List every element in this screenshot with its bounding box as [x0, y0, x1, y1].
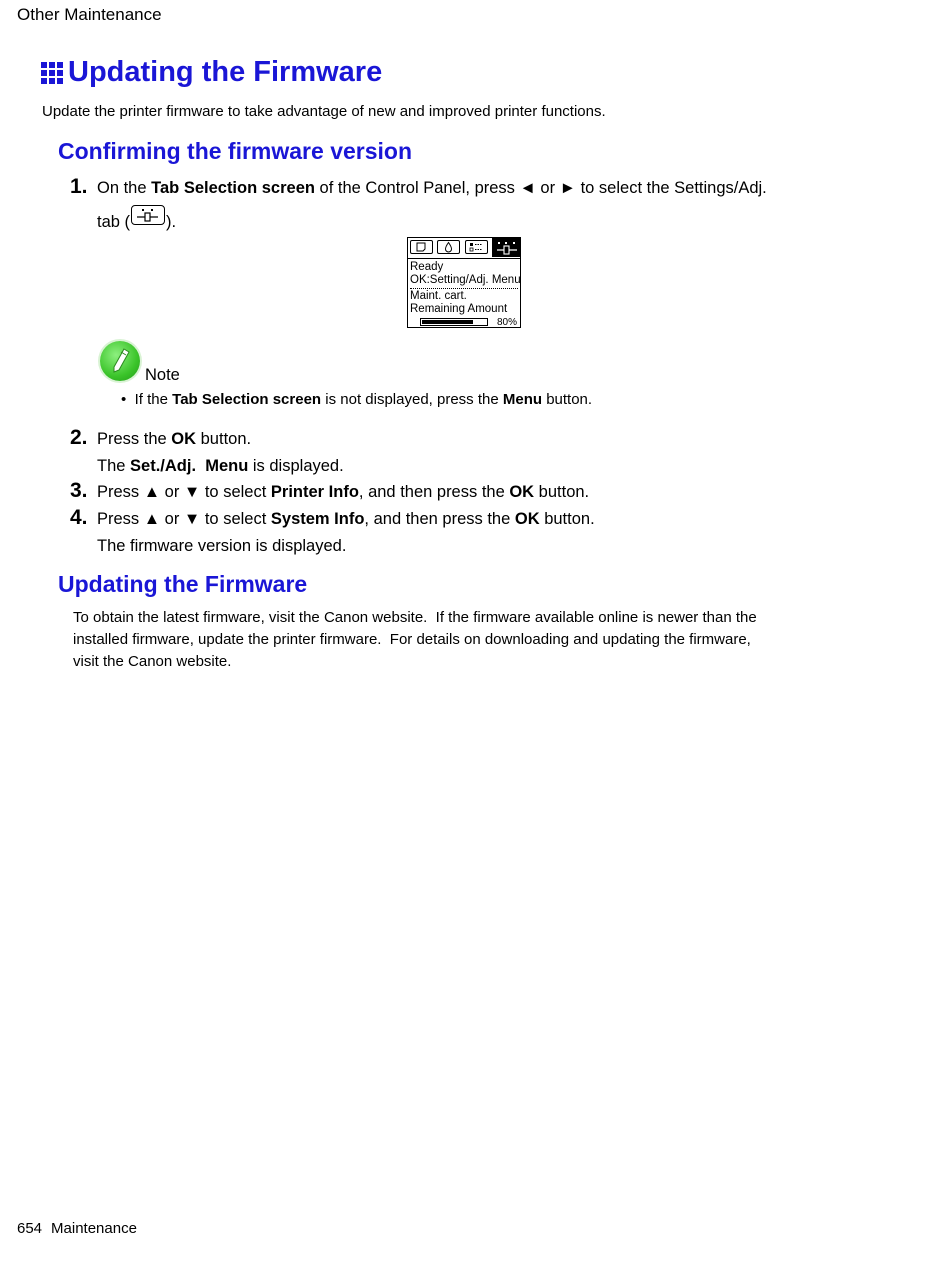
paper-tab-icon — [410, 240, 433, 254]
step-4-text: Press ▲ or ▼ to select System Info, and then press the OK button. — [97, 510, 595, 528]
step-4-number: 4. — [70, 506, 88, 529]
page-title-text: Updating the Firmware — [68, 56, 383, 88]
settings-adj-tab-icon — [131, 205, 165, 225]
lcd-tab-bar — [408, 238, 520, 259]
step-2-result: The Set./Adj. Menu is displayed. — [97, 457, 344, 475]
lcd-line-maint-cart: Maint. cart. — [410, 290, 467, 302]
note-label: Note — [145, 366, 180, 384]
step-3-text: Press ▲ or ▼ to select Printer Info, and then press the OK button. — [97, 483, 590, 501]
page-title — [41, 56, 382, 89]
note-text: • If the Tab Selection screen is not displayed, press the Menu button. — [121, 391, 593, 408]
lcd-line-remaining: Remaining Amount — [410, 303, 508, 315]
lcd-remaining-bar — [420, 318, 488, 326]
job-tab-icon — [465, 240, 488, 254]
step-4-result: The firmware version is displayed. — [97, 537, 347, 555]
step-1-text: On the Tab Selection screen of the Control Panel, press ◄ or ► to select the Settings/Adj. — [97, 179, 767, 197]
step-1-number: 1. — [70, 175, 88, 198]
step-1-text-line2: tab ( ). — [97, 205, 176, 232]
confirm-heading: Confirming the firmware version — [58, 138, 413, 164]
step-2-number: 2. — [70, 426, 88, 449]
update-heading: Updating the Firmware — [58, 571, 308, 597]
lcd-remaining-fill — [422, 320, 473, 324]
lcd-line-ok-menu: OK:Setting/Adj. Menu — [410, 274, 521, 286]
step-2-text: Press the OK button. — [97, 430, 252, 448]
page-number: 654 — [17, 1220, 43, 1237]
lcd-remaining-percent: 80% — [497, 317, 518, 328]
section-grid-icon — [41, 62, 63, 84]
settings-tab-active-icon — [492, 238, 520, 257]
update-line-2: installed firmware, update the printer firmware. For details on downloading and updating the firmware, — [73, 631, 751, 648]
lcd-divider — [410, 288, 518, 289]
update-line-3: visit the Canon website. — [73, 653, 232, 670]
step-3-number: 3. — [70, 479, 88, 502]
lcd-line-ready: Ready — [410, 261, 444, 273]
update-line-1: To obtain the latest firmware, visit the Canon website. If the firmware available online is newer than the — [73, 609, 757, 626]
page-header: Other Maintenance — [17, 5, 162, 24]
page-footer — [17, 1220, 137, 1237]
intro-text: Update the printer firmware to take advantage of new and improved printer functions. — [42, 103, 606, 120]
ink-tab-icon — [437, 240, 460, 254]
footer-section: Maintenance — [51, 1220, 137, 1237]
note-pencil-icon — [100, 341, 140, 381]
control-panel-lcd — [407, 237, 521, 328]
